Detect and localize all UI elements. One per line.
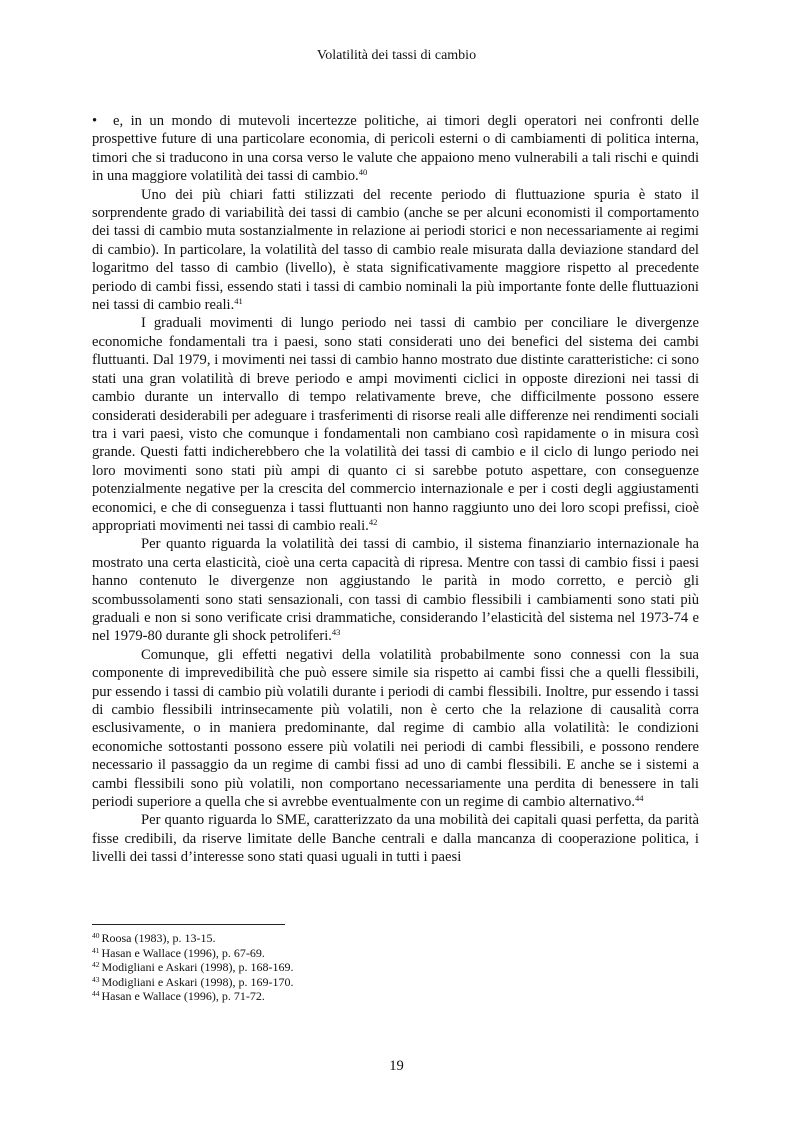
footnote-separator: [92, 924, 285, 925]
paragraph: [92, 535, 699, 645]
footnote-number: 44: [92, 989, 100, 998]
footnote: [92, 946, 699, 961]
footnote-text: Hasan e Wallace (1996), p. 67-69.: [101, 945, 265, 960]
paragraph-text: Per quanto riguarda la volatilità dei tassi di cambio, il sistema finanziario internazionale ha mostrato una certa elasticità, cioè una certa capacità di ripresa. Mentre con tassi di cambio fissi i paesi hanno contenuto le divergenze non aggiustando le parità in modo corretto, e perciò gli scombussolamenti sono stati sensazionali, con tassi di cambio flessibili i cambiamenti sono stati più graduali e non si sono verificate crisi drammatiche, considerando l’elasticità del sistema nel 1973-74 e nel 1979-80 durante gli shock petroliferi.: [92, 536, 699, 645]
paragraph-text: Per quanto riguarda lo SME, caratterizzato da una mobilità dei capitali quasi perfetta, da parità fisse credibili, da riserve limitate delle Banche centrali e dalla mancanza di cooperazione politica, i livelli dei tassi d’interesse sono stati quasi uguali in tutti i paesi: [92, 812, 699, 866]
bullet-text: e, in un mondo di mutevoli incertezze politiche, ai timori degli operatori nei confronti delle prospettive future di una particolare economia, di pericoli esterni o di cambiamenti di politica interna, timori che si traducono in una corsa verso le valute che appaiono meno vulnerabili a tali rischi e quindi in una maggiore volatilità dei tassi di cambio.: [92, 113, 699, 185]
footnote-ref: 43: [331, 627, 341, 638]
paragraph: [92, 811, 699, 866]
footnote-ref: 44: [635, 793, 644, 804]
paragraph-text: Uno dei più chiari fatti stilizzati del recente periodo di fluttuazione spuria è stato il sorprendente grado di variabilità dei tassi di cambio (anche se per alcuni economisti il comportamento dei tassi di cambio muta sostanzialmente in relazione ai periodi storici e non necessariamente ai regimi di cambio). In particolare, la volatilità del tasso di cambio reale misurata dalla deviazione standard del logaritmo del tasso di cambio (livello), è stata significativamente maggiore rispetto al precedente periodo di cambi fissi, essendo stati i tassi di cambio nominali la più importante fonte delle fluttuazioni nei tassi di cambio reali.: [92, 186, 699, 314]
paragraph: [92, 314, 699, 535]
footnote-number: 43: [92, 974, 100, 984]
footnote: [92, 931, 699, 946]
body-text: [92, 112, 699, 867]
footnote-ref: 40: [358, 167, 368, 178]
paragraph: [92, 186, 699, 315]
footnote-number: 42: [92, 960, 100, 969]
page-number: 19: [389, 1058, 404, 1074]
footnote-text: Modigliani e Askari (1998), p. 169-170.: [101, 974, 294, 989]
footnote: [92, 989, 699, 1004]
footnote-number: 40: [92, 931, 100, 940]
footnote-number: 41: [92, 945, 100, 955]
paragraph-text: I graduali movimenti di lungo periodo nei tassi di cambio per conciliare le divergenze economiche fondamentali tra i paesi, sono stati considerati uno dei benefici del sistema dei cambi fluttuanti. Dal 1979, i movimenti nei tassi di cambio hanno mostrato due distinte caratteristiche: ci sono stati una gran volatilità di breve periodo e ampi movimenti ciclici in opposte direzioni nei tassi di cambio durante un intervallo di tempo relativamente breve, che difficilmente possono essere considerati desiderabili per adeguare i trasferimenti di risorse reali alle differenze nei rendimenti sociali tra i vari paesi, visto che comunque i fondamentali non cambiano così rapidamente o in misura così grande. Questi fatti indicherebbero che la volatilità dei tassi di cambio e il ciclo di lungo periodo nei loro movimenti sono stati più ampi di quanto ci si sarebbe potuto aspettare, con conseguenze potenzialmente negative per la crescita del commercio internazionale e per i costi degli aggiustamenti economici, e che di conseguenza i tassi fluttuanti non hanno raggiunto uno dei loro scopi prefissi, cioè appropriati movimenti nei tassi di cambio reali.: [92, 315, 699, 534]
footnote-text: Modigliani e Askari (1998), p. 168-169.: [101, 960, 294, 974]
footnote-text: Hasan e Wallace (1996), p. 71-72.: [101, 989, 265, 1003]
paragraph: [92, 646, 699, 812]
footnote-text: Roosa (1983), p. 13-15.: [101, 931, 216, 945]
footnote: [92, 975, 699, 990]
footnotes: [92, 931, 699, 1004]
paragraph-text: Comunque, gli effetti negativi della volatilità probabilmente sono connessi con la sua componente di imprevedibilità che può essere simile sia rispetto ai cambi fissi che a quelli flessibili, pur essendo i tassi di cambio più volatili durante i periodi di cambi flessibili. Inoltre, pur essendo i tassi di cambio flessibili intrinsecamente più volatili, non è certo che la relazione di causalità corra esclusivamente, o in maniera predominante, dal regime di cambio alla volatilità: le condizioni economiche sottostanti possono essere più volatili nei periodi di cambi flessibili, e possono rendere necessario il passaggio da un regime di cambi fissi ad uno di cambi flessibili. E anche se i sistemi a cambi flessibili sono più volatili, non comportano necessariamente una perdita di benessere in tali periodi superiore a quella che si avrebbe eventualmente con un regime di cambio alternativo.: [92, 646, 699, 811]
footnote-ref: 41: [234, 296, 243, 307]
footnote-ref: 42: [368, 516, 378, 527]
running-header: Volatilità dei tassi di cambio: [316, 48, 477, 63]
bullet-paragraph: [92, 112, 699, 186]
footnote: [92, 960, 699, 975]
bullet-icon: •: [92, 113, 98, 129]
